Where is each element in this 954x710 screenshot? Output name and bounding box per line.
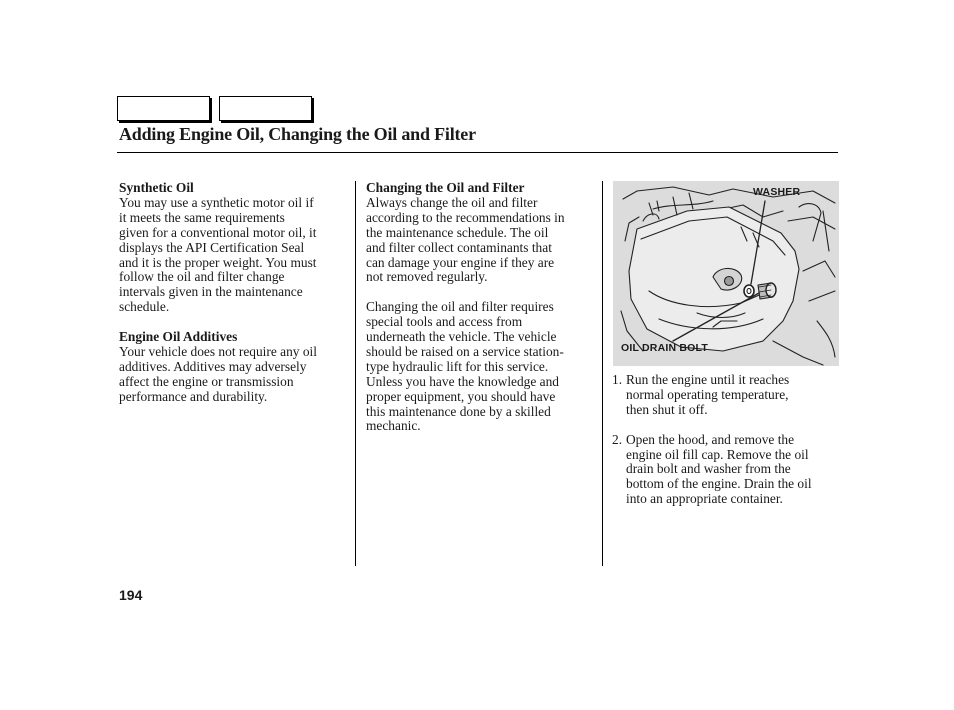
step-text: Open the hood, and remove the engine oil fill cap. Remove the oil drain bolt and washer from the bottom of the engine. Drain the oil into an appropriate container. [626, 431, 812, 507]
section-heading-synthetic-oil: Synthetic Oil [119, 180, 194, 195]
nav-button-index[interactable] [219, 96, 312, 121]
section-heading-oil-additives: Engine Oil Additives [119, 329, 238, 345]
section-text-synthetic-oil: You may use a synthetic motor oil if it meets the same requirements given for a conventional motor oil, it displays the API Certification Seal and it is the proper weight. You must follow the oil and filter change intervals given in the maintenance schedule. [119, 194, 317, 315]
procedure-step [612, 373, 840, 418]
column-left [119, 181, 351, 405]
procedure-step [612, 433, 840, 508]
oil-pan-illustration [613, 181, 839, 366]
page-number: 194 [119, 587, 143, 603]
step-text: Run the engine until it reaches normal operating temperature, then shut it off. [626, 372, 790, 417]
column-divider [355, 181, 356, 566]
procedure-steps [612, 373, 840, 507]
figure-label-drain-bolt: OIL DRAIN BOLT [621, 342, 708, 354]
paragraph-service-requirements: Changing the oil and filter requires special tools and access from underneath the vehicle. The vehicle should be raised on a service station- type hydraulic lift for this service. Unless you have the knowledge and proper equipment, you should have this maintenance done by a skilled mechanic. [366, 299, 564, 434]
section-text-oil-additives: Your vehicle does not require any oil additives. Additives may adversely affect the engine or transmission performance and durability. [119, 343, 317, 404]
column-middle [366, 181, 596, 434]
nav-button-main-menu[interactable] [117, 96, 210, 121]
paragraph-change-schedule: Always change the oil and filter according to the recommendations in the maintenance schedule. The oil and filter collect contaminants that can damage your engine if they are not removed regularly. [366, 194, 565, 285]
column-right-steps [612, 373, 840, 522]
column-divider [602, 181, 603, 566]
page-title: Adding Engine Oil, Changing the Oil and Filter [119, 124, 476, 144]
step-number: 1. [612, 372, 623, 387]
step-number: 2. [612, 431, 623, 447]
figure-label-washer: WASHER [753, 186, 801, 198]
title-divider [117, 152, 838, 153]
oil-pan-drawing [613, 181, 839, 366]
section-heading-changing-oil: Changing the Oil and Filter [366, 180, 525, 195]
